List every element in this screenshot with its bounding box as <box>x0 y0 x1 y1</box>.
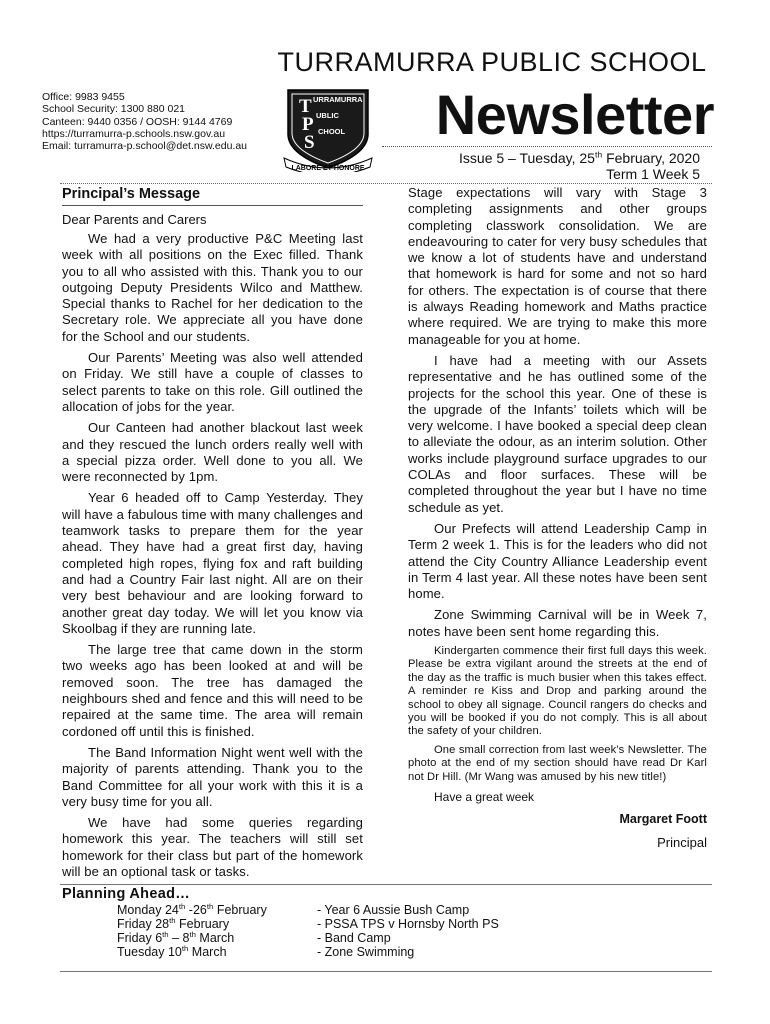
planning-ahead-list <box>117 903 577 959</box>
planning-date: Tuesday 10th March <box>117 943 227 959</box>
paragraph-stage-expectations: Stage expectations will vary with Stage 3 completing assignments and other groups completing classwork consolidation. We are endeavouring to cater for very busy schedules that we know a lot of students have and understand that homework is hard for some and not so hard for others. The expectation is of course that there is always Reading homework and Maths practice where required. We are trying to make this more manageable for you at home. <box>408 185 707 347</box>
planning-date: Friday 6th – 8th March <box>117 929 235 945</box>
svg-text:LABORE ET HONORE: LABORE ET HONORE <box>291 165 365 172</box>
planning-divider-bottom <box>60 971 712 972</box>
school-name: TURRAMURRA PUBLIC SCHOOL <box>277 47 707 77</box>
paragraph-parents-meeting: Our Parents’ Meeting was also well attended on Friday. We still have a couple of classes to select parents to take on this role. Gill outlined the allocation of jobs for the year. <box>62 350 363 414</box>
left-column <box>62 184 363 885</box>
security-phone: School Security: 1300 880 021 <box>42 103 186 116</box>
svg-text:P: P <box>302 114 314 135</box>
planning-event: - Year 6 Aussie Bush Camp <box>317 903 470 917</box>
paragraph-band: The Band Information Night went well with the majority of parents attending. Thank you to the Band Committee for all your work with this it is a very busy time for you all. <box>62 744 363 809</box>
paragraph-pc-meeting: We had a very productive P&C Meeting last week with all positions on the Exec filled. Thank you to all who assisted with this. Thank you to our outgoing Deputy Presidents Wilco and Matthew. Special thanks to Rachel for her dedication to the Secretary role. We appreciate all you have done for the School and our students. <box>62 231 363 344</box>
svg-text:CHOOL: CHOOL <box>318 127 346 136</box>
contact-details <box>42 91 247 152</box>
svg-text:S: S <box>304 132 315 153</box>
paragraph-prefects: Our Prefects will attend Leadership Camp in Term 2 week 1. This is for the leaders who did not attend the City Country Alliance Leadership event in Term 4 last year. All these notes have been sent home. <box>408 520 707 602</box>
issue-date: Issue 5 – Tuesday, 25th February, 2020 <box>459 149 700 166</box>
email-link[interactable]: Email: turramurra-p.school@det.nsw.edu.au <box>42 140 248 153</box>
planning-ahead-heading: Planning Ahead… <box>62 886 191 902</box>
svg-text:UBLIC: UBLIC <box>316 111 339 120</box>
planning-event: - Band Camp <box>317 931 391 945</box>
paragraph-assets: I have had a meeting with our Assets representative and he has outlined some of the projects for the school this year. One of these is the upgrade of the Infants’ toilets which will be very welcome. I have booked a special deep clean to alleviate the odour, as an interim solution. Other works include playground surface upgrades to our COLAs and floor surfaces. These will be completed throughout the year but I have no time schedule as yet. <box>408 352 707 515</box>
planning-event: - PSSA TPS v Hornsby North PS <box>317 917 499 931</box>
paragraph-homework: We have had some queries regarding homework this year. The teachers will still set homework for their class but part of the homework will be an optional task or tasks. <box>62 815 363 879</box>
planning-item <box>117 903 577 917</box>
masthead-divider <box>382 146 712 147</box>
right-column <box>408 185 707 851</box>
principal-message-heading: Principal’s Message <box>62 184 363 206</box>
paragraph-kindergarten: Kindergarten commence their first full days this week. Please be extra vigilant around the streets at the end of the day as the traffic is much busier when this takes effect. A reminder re Kiss and Drop and parking around the school to obey all signage. Council rangers do checks and you will be booked if you do not comply. This is all about the safety of your children. <box>408 645 707 738</box>
paragraph-correction: One small correction from last week’s Newsletter. The photo at the end of my section should have read Dr Karl not Dr Hill. (Mr Wang was amused by his new title!) <box>408 743 707 783</box>
closing-line: Have a great week <box>434 790 535 805</box>
paragraph-canteen: Our Canteen had another blackout last week and they rescued the lunch orders really well with a special pizza order. Well done to you all. We were reconnected by 1pm. <box>62 420 363 485</box>
signature-role: Principal <box>657 835 707 851</box>
paragraph-tree: The large tree that came down in the storm two weeks ago has been looked at and will be removed soon. The tree has damaged the neighbours shed and fence and this will need to be repaired at the same time. The area will remain cordoned off until this is finished. <box>62 642 363 739</box>
planning-item <box>117 945 577 959</box>
signature-name: Margaret Foott <box>619 812 707 827</box>
website-link[interactable]: https://turramurra-p.schools.nsw.gov.au <box>42 127 226 140</box>
planning-date: Friday 28th February <box>117 915 230 931</box>
newsletter-title: Newsletter <box>435 83 714 146</box>
planning-event: - Zone Swimming <box>317 945 415 959</box>
planning-date: Monday 24th -26th February <box>117 901 267 917</box>
salutation: Dear Parents and Carers <box>62 212 207 227</box>
planning-item <box>117 917 577 931</box>
paragraph-year6-camp: Year 6 headed off to Camp Yesterday. They will have a fabulous time with many challenges and teamwork tasks to prepare them for the year ahead. They have had a great first day, having completed high ropes, flying fox and raft building and had a Country Fair last night. All are on their very best behaviour and are looking forward to another great day today. We will let you know via Skoolbag if they are running late. <box>62 490 363 636</box>
term-week: Term 1 Week 5 <box>606 166 700 182</box>
paragraph-zone-swimming: Zone Swimming Carnival will be in Week 7, notes have been sent home regarding this. <box>408 607 707 639</box>
svg-text:URRAMURRA: URRAMURRA <box>313 95 363 104</box>
svg-text:T: T <box>299 96 312 117</box>
school-crest-logo <box>282 88 374 172</box>
canteen-oosh-phone: Canteen: 9440 0356 / OOSH: 9144 4769 <box>42 115 233 128</box>
office-phone: Office: 9983 9455 <box>42 91 125 103</box>
